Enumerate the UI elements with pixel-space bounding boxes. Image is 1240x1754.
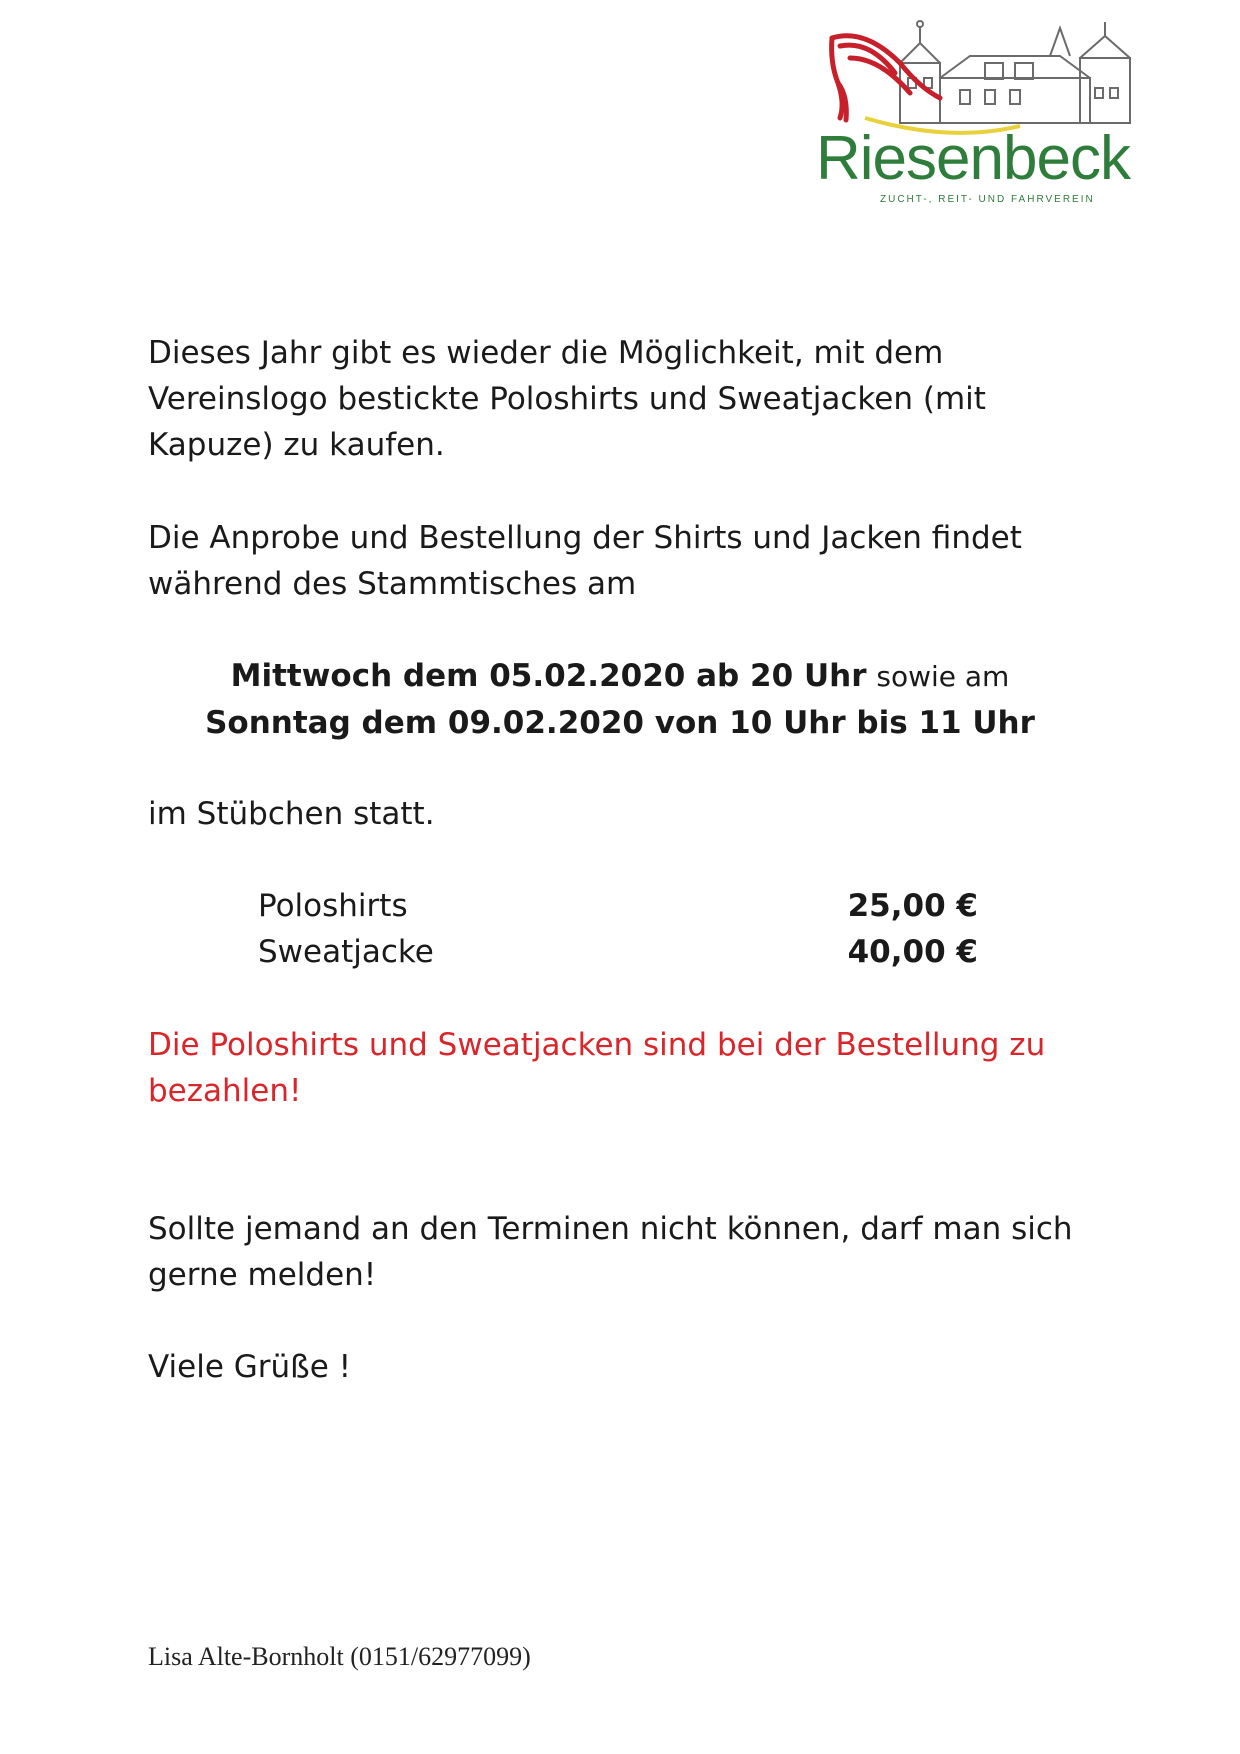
price-value: 40,00 €: [847, 934, 978, 970]
date-connector: sowie am: [876, 660, 1010, 693]
logo-subtitle: ZUCHT-, REIT- UND FAHRVEREIN: [880, 194, 1095, 205]
fitting-paragraph: Die Anprobe und Bestellung der Shirts und Jacken findet während des Stammtisches am: [148, 520, 1022, 602]
horse-and-castle-icon: [810, 18, 1200, 138]
greeting: Viele Grüße !: [148, 1349, 352, 1385]
price-row: [258, 883, 978, 929]
logo-wordmark: Riesenbeck: [816, 124, 1130, 193]
dates-block: [0, 653, 1240, 746]
first-date-line: [0, 653, 1240, 700]
footer-contact: Lisa Alte-Bornholt (0151/62977099): [148, 1642, 531, 1671]
payment-notice: Die Poloshirts und Sweatjacken sind bei der Bestellung zu bezahlen!: [148, 1027, 1046, 1109]
second-date-line: [0, 700, 1240, 746]
price-value: 25,00 €: [847, 888, 978, 924]
intro-paragraph: Dieses Jahr gibt es wieder die Möglichkeit, mit dem Vereinslogo bestickte Poloshirts und Sweatjacken (mit Kapuze) zu kaufen.: [148, 335, 986, 463]
second-date: Sonntag dem 09.02.2020 von 10 Uhr bis 11 Uhr: [205, 705, 1035, 741]
price-item: Poloshirts: [258, 888, 408, 924]
first-date: Mittwoch dem 05.02.2020 ab 20 Uhr: [230, 658, 867, 694]
location-paragraph: im Stübchen statt.: [148, 796, 435, 832]
club-logo: [810, 18, 1200, 208]
price-list: [258, 883, 978, 975]
price-row: [258, 929, 978, 975]
contact-paragraph: Sollte jemand an den Terminen nicht können, darf man sich gerne melden!: [148, 1211, 1073, 1293]
price-item: Sweatjacke: [258, 934, 434, 970]
